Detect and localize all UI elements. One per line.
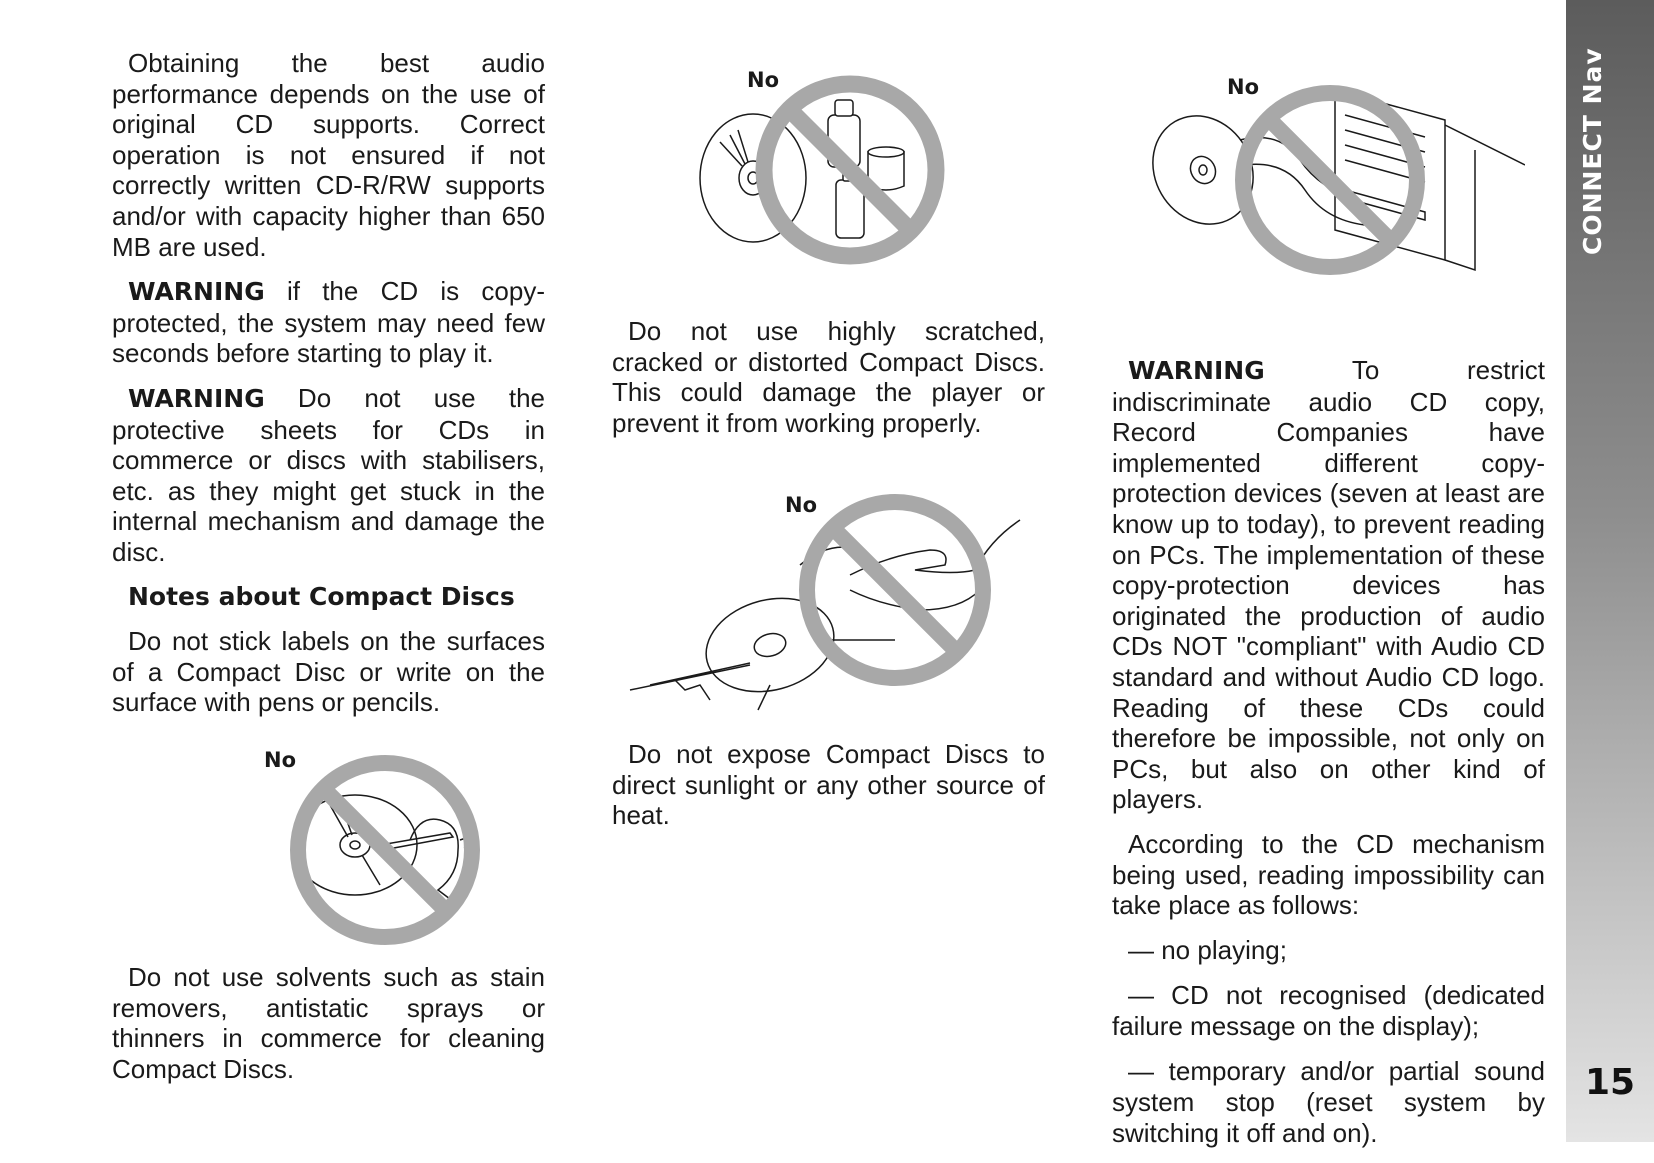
- illustration-writing: [270, 745, 500, 955]
- column-left-bottom: [112, 962, 545, 1098]
- column-middle-top: [612, 316, 1045, 452]
- paragraph-solvents: Do not use solvents such as stain removers, antistatic sprays or thinners in commerce for cleaning Compact Discs.: [112, 962, 545, 1084]
- list-item: — temporary and/or partial sound system stop (reset system by switching it off and on).: [1112, 1056, 1545, 1148]
- paragraph-mechanism: According to the CD mechanism being used, reading impossibility can take place as follows:: [1112, 828, 1545, 921]
- warning-label: WARNING: [128, 277, 265, 307]
- column-right: [1112, 355, 1545, 1163]
- warning-label: WARNING: [1128, 356, 1265, 385]
- warning-text: Do not use the protective sheets for CDs in commerce or discs with stabilisers, etc. as they might get stuck in the internal mechanism and damage the disc.: [112, 382, 545, 567]
- paragraph-scratched-discs: Do not use highly scratched, cracked or distorted Compact Discs. This could damage the player or prevent it from working properly.: [612, 316, 1045, 438]
- paragraph-cd-supports: Obtaining the best audio performance depends on the use of original CD supports. Correct operation is not ensured if not correctly written CD-R/RW supports and/or with capacity higher than 650 MB are used.: [112, 48, 545, 262]
- cd-disc-icon: [630, 585, 895, 710]
- figure-label-no: No: [264, 748, 297, 772]
- figure-label-no: No: [1227, 75, 1260, 99]
- list-item: — no playing;: [1128, 934, 1287, 965]
- page-number: 15: [1584, 1062, 1636, 1103]
- section-title: CONNECT Nav: [1578, 47, 1607, 255]
- figure-label-no: No: [785, 493, 818, 517]
- warning-label: WARNING: [128, 383, 265, 413]
- illustration-player-slot: [1145, 70, 1525, 280]
- paragraph-labels: Do not stick labels on the surfaces of a Compact Disc or write on the surface with pens or pencils.: [112, 626, 545, 718]
- column-middle-bottom: [612, 739, 1045, 845]
- warning-text: To restrict indiscriminate audio CD copy, Record Companies have implemented different copy-protection devices (seven at least are know up to today), to prevent reading on PCs. The implementation of these copy-protection devices has originated the production of audio CDs NOT "compliant" with Audio CD standard and without Audio CD logo. Reading of these CDs could therefore be impossible, not only on PCs, but also on other kind of players.: [1112, 355, 1545, 815]
- illustration-solvents: [690, 60, 970, 270]
- warning-copy-protection: [1112, 355, 1545, 815]
- column-left: [112, 48, 545, 732]
- figure-label-no: No: [747, 68, 780, 92]
- warning-protective-sheets: [112, 383, 545, 568]
- warning-copy-protected: [112, 276, 545, 369]
- list-item: — CD not recognised (dedicated failure message on the display);: [1112, 980, 1545, 1041]
- paragraph-heat: Do not expose Compact Discs to direct sunlight or any other source of heat.: [612, 739, 1045, 831]
- illustration-heat: [620, 485, 1030, 725]
- warning-text: if the CD is copy-protected, the system may need few seconds before starting to play it.: [112, 276, 545, 369]
- section-heading: Notes about Compact Discs: [128, 581, 515, 611]
